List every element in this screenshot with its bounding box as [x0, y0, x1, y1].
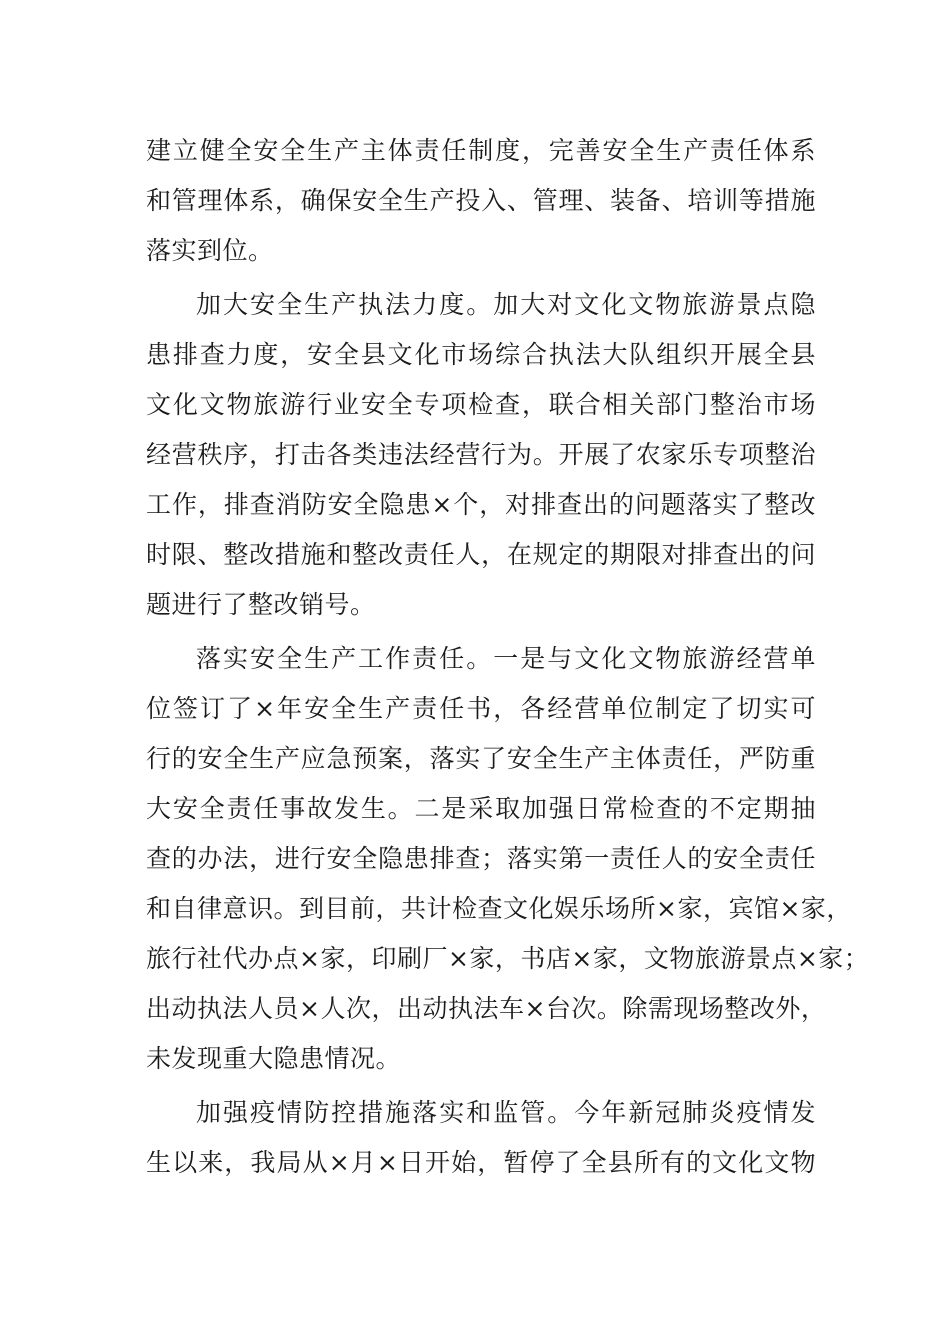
paragraph-1	[146, 126, 816, 276]
text-line: 时限、整改措施和整改责任人，在规定的期限对排查出的问	[146, 540, 816, 569]
paragraph-4	[146, 1088, 816, 1188]
paragraph-3	[146, 634, 870, 1084]
text-line: 经营秩序，打击各类违法经营行为。开展了农家乐专项整治	[146, 440, 816, 469]
text-line: 加大安全生产执法力度。加大对文化文物旅游景点隐	[196, 290, 816, 319]
text-line: 位签订了×年安全生产责任书，各经营单位制定了切实可	[146, 694, 816, 723]
text-line: 旅行社代办点×家，印刷厂×家，书店×家，文物旅游景点×家；	[146, 944, 870, 973]
text-line: 加强疫情防控措施落实和监管。今年新冠肺炎疫情发	[196, 1098, 816, 1127]
text-line: 落实到位。	[146, 236, 274, 265]
text-line: 文化文物旅游行业安全专项检查，联合相关部门整治市场	[146, 390, 816, 419]
text-line: 未发现重大隐患情况。	[146, 1044, 402, 1073]
text-line: 和自律意识。到目前，共计检查文化娱乐场所×家，宾馆×家，	[146, 894, 852, 923]
text-line: 大安全责任事故发生。二是采取加强日常检查的不定期抽	[146, 794, 816, 823]
paragraph-2	[146, 280, 816, 630]
text-line: 工作，排查消防安全隐患×个，对排查出的问题落实了整改	[146, 490, 816, 519]
text-line: 落实安全生产工作责任。一是与文化文物旅游经营单	[196, 644, 816, 673]
text-line: 建立健全安全生产主体责任制度，完善安全生产责任体系	[146, 136, 816, 165]
text-line: 查的办法，进行安全隐患排查；落实第一责任人的安全责任	[146, 844, 816, 873]
text-line: 题进行了整改销号。	[146, 590, 376, 619]
text-line: 患排查力度，安全县文化市场综合执法大队组织开展全县	[146, 340, 816, 369]
text-line: 出动执法人员×人次，出动执法车×台次。除需现场整改外，	[146, 994, 827, 1023]
text-line: 行的安全生产应急预案，落实了安全生产主体责任，严防重	[146, 744, 816, 773]
text-line: 生以来，我局从×月×日开始，暂停了全县所有的文化文物	[146, 1148, 816, 1177]
text-line: 和管理体系，确保安全生产投入、管理、装备、培训等措施	[146, 186, 816, 215]
document-body	[146, 126, 870, 1188]
